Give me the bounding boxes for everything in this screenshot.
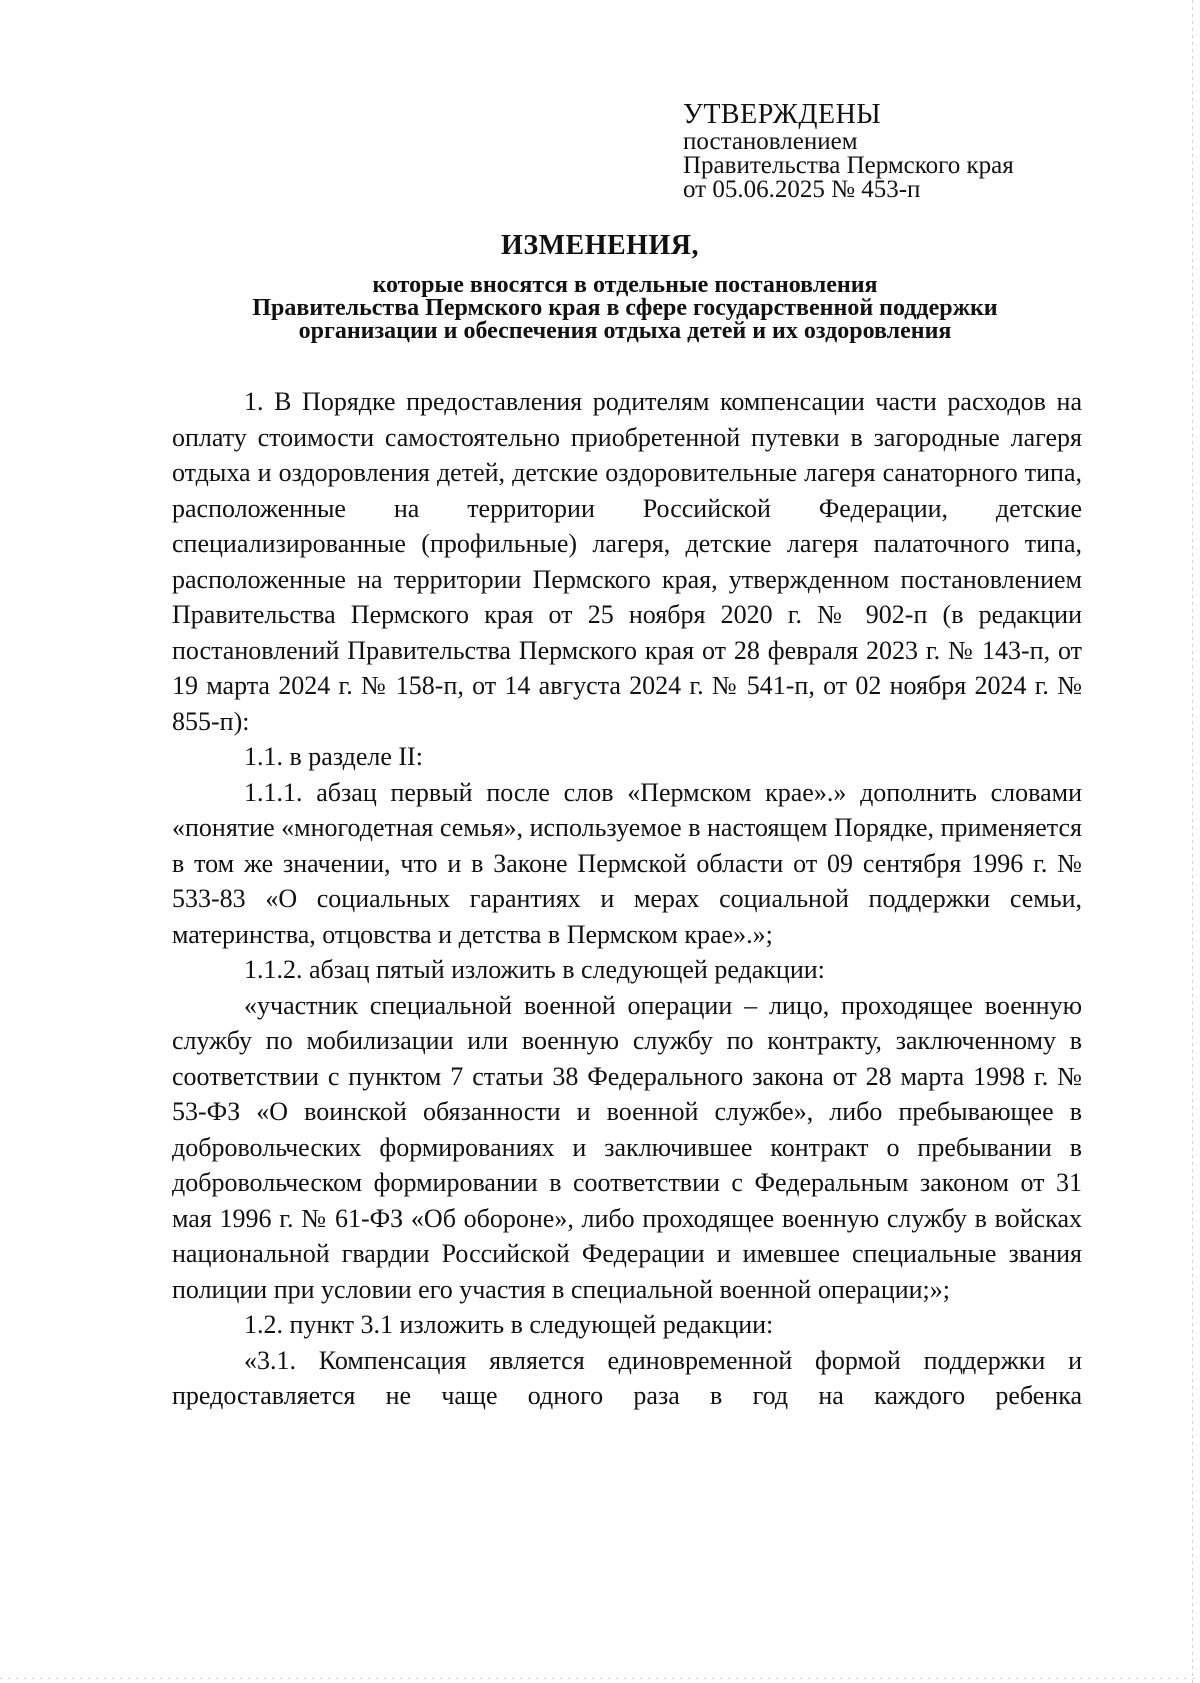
- document-body: [172, 384, 1082, 1414]
- paragraph-1-1: 1.1. в разделе II:: [244, 742, 423, 771]
- subtitle-line-2: Правительства Пермского края в сфере государственной поддержки: [252, 295, 998, 321]
- scan-edge-bottom: [0, 1678, 1200, 1679]
- subtitle-line-3: организации и обеспечения отдыха детей и их оздоровления: [298, 318, 952, 344]
- approval-line-2: Правительства Пермского края: [683, 152, 1014, 179]
- document-title: ИЗМЕНЕНИЯ,: [501, 230, 699, 261]
- paragraph-svo-definition: «участник специальной военной операции – лицо, проходящее военную службу по мобилизации или военную службу по контракту, заключенному в соответствии с пунктом 7 статьи 38 Федерального закона от 28 марта 1998 г. № 53-ФЗ «О воинской обязанности и военной службе», либо пребывающее в добровольческих формированиях и заключившее контракт о пребывании в добровольческом формировании в соответствии с Федеральным законом от 31 мая 1996 г. № 61-ФЗ «Об обороне», либо проходящее военную службу в войсках национальной гвардии Российской Федерации и имевшее специальные звания полиции при условии его участия в специальной военной операции;»;: [172, 990, 1082, 1304]
- paragraph-1: 1. В Порядке предоставления родителям компенсации части расходов на оплату стоимости самостоятельно приобретенной путевки в загородные лагеря отдыха и оздоровления детей, детские оздоровительные лагеря санаторного типа, расположенные на территории Российской Федерации, детские специализированные (профильные) лагеря, детские лагеря палаточного типа, расположенные на территории Пермского края, утвержденном постановлением Правительства Пермского края от 25 ноября 2020 г. № 902-п (в редакции постановлений Правительства Пермского края от 28 февраля 2023 г. № 143-п, от 19 марта 2024 г. № 158-п, от 14 августа 2024 г. № 541-п, от 02 ноября 2024 г. № 855-п):: [172, 387, 1082, 736]
- document-subtitle: [150, 274, 1100, 343]
- paragraph-1-1-2: 1.1.2. абзац пятый изложить в следующей редакции:: [244, 955, 825, 984]
- approval-line-3: от 05.06.2025 № 453-п: [683, 176, 921, 203]
- approval-title: УТВЕРЖДЕНЫ: [683, 99, 882, 130]
- paragraph-1-1-1: 1.1.1. абзац первый после слов «Пермском крае».» дополнить словами «понятие «многодетная семья», используемое в настоящем Порядке, применяется в том же значении, что и в Законе Пермской области от 09 сентября 1996 г. № 533-83 «О социальных гарантиях и мерах социальной поддержки семьи, материнства, отцовства и детства в Пермском крае».»;: [172, 777, 1082, 949]
- paragraph-3-1: «3.1. Компенсация является единовременной формой поддержки и предоставляется не чаще одного раза в год на каждого ребенка: [172, 1345, 1082, 1410]
- approval-block: [683, 100, 1103, 202]
- subtitle-line-1: которые вносятся в отдельные постановления: [372, 272, 878, 298]
- paragraph-1-2: 1.2. пункт 3.1 изложить в следующей редакции:: [244, 1310, 774, 1339]
- scan-edge-right: [1192, 0, 1193, 1683]
- approval-line-1: постановлением: [683, 128, 858, 155]
